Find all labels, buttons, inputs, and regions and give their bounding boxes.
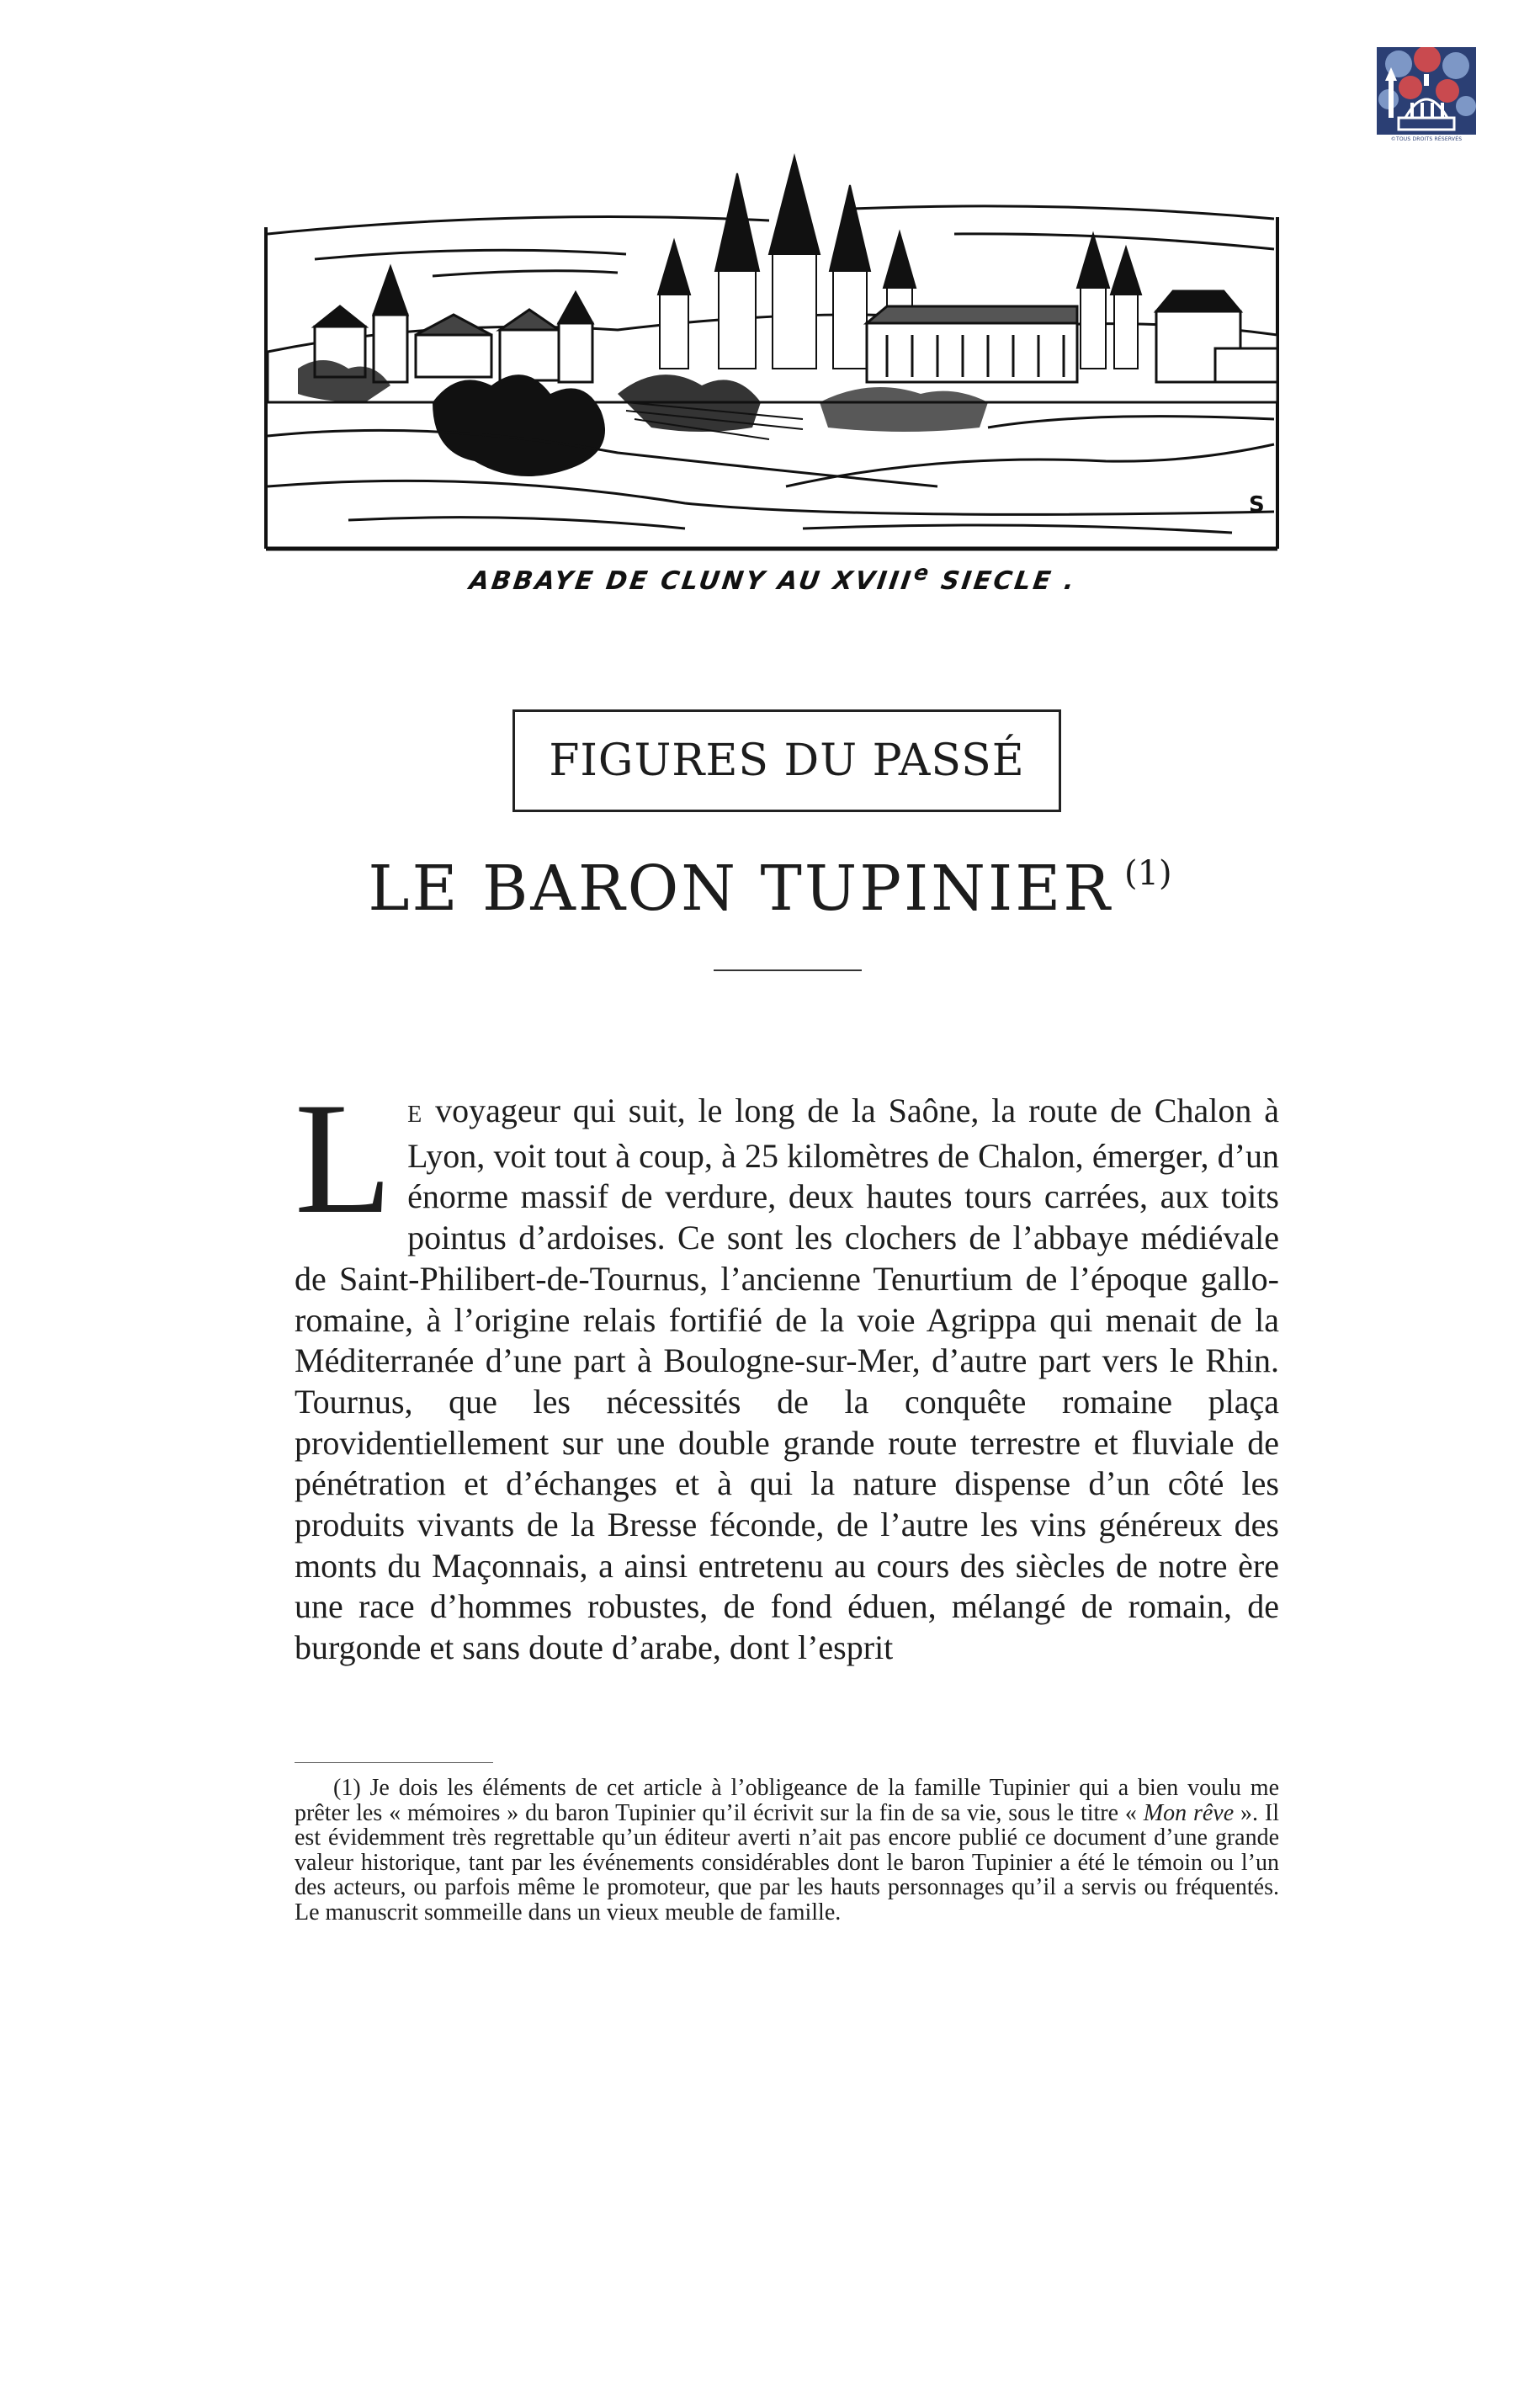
logo-caption: ©TOUS DROITS RÉSERVÉS (1390, 136, 1463, 142)
footnote-divider (295, 1762, 493, 1763)
engraving-caption (262, 560, 1285, 596)
section-box (512, 709, 1061, 812)
title-footnote-ref: (1) (1123, 854, 1172, 893)
body-paragraph (295, 1070, 1279, 1669)
title-divider (714, 969, 862, 971)
publisher-logo (1377, 47, 1476, 146)
footnote (295, 1776, 1279, 1926)
section-label: FIGURES DU PASSÉ (549, 736, 1025, 786)
monument-dome-icon (1377, 47, 1476, 135)
svg-text:S: S (1249, 492, 1265, 518)
engraving-caption-text: ABBAYE DE CLUNY AU XVIII (467, 566, 916, 596)
footnote-part2: ». Il est évidemment très regrettable qu’un éditeur averti n’ait pas encore publié ce document d’une grande valeur historique, tant par les événements considérables dont le baron Tupinier a été le témoin ou l’un des acteurs, ou parfois même le promoteur, que par les hauts personnages qu’il a servis ou fréquentés. Le manuscrit sommeille dans un vieux meuble de famille. (295, 1799, 1279, 1926)
engraving-caption-end: SIECLE . (927, 566, 1079, 596)
abbey-engraving (264, 150, 1282, 604)
footnote-italic: Mon rêve (1143, 1799, 1235, 1826)
body-text: voyageur qui suit, le long de la Saône, la route de Chalon à Lyon, voit tout à coup, à 25 kilomètres de Chalon, émerger, d’un énorme massif de verdure, deux hautes tours carrées, aux toits pointus d’ardoises. Ce sont les clochers de l’abbaye médiévale de Saint-Philibert-de-Tournus, l’ancienne Tenurtium de l’époque gallo-romaine, à l’origine relais fortifié de la voie Agrippa qui menait de la Méditerranée d’une part à Boulogne-sur-Mer, d’autre part vers le Rhin. Tournus, que les nécessités de la conquête romaine plaça providentiellement sur une double grande route terrestre et fluviale de pénétration et d’échanges et à qui la nature dispense d’un côté les produits vivants de la Bresse féconde, de l’autre les vins généreux des monts du Maçonnais, a ainsi entretenu au cours des siècles de notre ère une race d’hommes robustes, de fond éduen, mélangé de romain, de burgonde et sans doute d’arabe, dont l’esprit (295, 1092, 1279, 1667)
drop-cap: L (295, 1070, 393, 1247)
title-text: LE BARON TUPINIER (368, 853, 1113, 925)
abbey-engraving-illustration (264, 150, 1282, 554)
footnote-part1: (1) Je dois les éléments de cet article à l’obligeance de la famille Tupinier qui a bien voulu me prêter les « mémoires » du baron Tupinier qu’il écrivit sur la fin de sa vie, sous le titre « (295, 1775, 1279, 1826)
small-cap: E (407, 1102, 423, 1128)
page-title (0, 853, 1540, 925)
engraving-caption-sup: e (912, 560, 933, 585)
